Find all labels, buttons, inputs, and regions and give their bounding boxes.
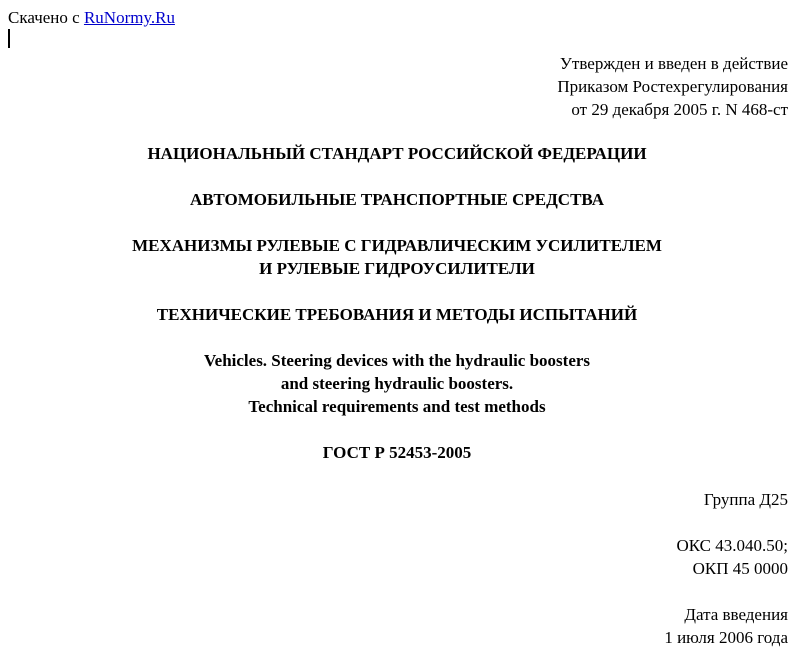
classification-codes bbox=[676, 534, 788, 580]
english-line: Vehicles. Steering devices with the hydraulic boosters bbox=[203, 351, 591, 370]
code-line: ОКП 45 0000 bbox=[692, 559, 788, 578]
group-code: Группа Д25 bbox=[703, 490, 788, 509]
approval-line: от 29 декабря 2005 г. N 468-ст bbox=[571, 100, 788, 119]
heading-line: МЕХАНИЗМЫ РУЛЕВЫЕ С ГИДРАВЛИЧЕСКИМ УСИЛИТЕЛЕМ bbox=[132, 236, 662, 255]
text-cursor bbox=[8, 29, 10, 48]
heading-line: И РУЛЕВЫЕ ГИДРОУСИЛИТЕЛИ bbox=[259, 259, 535, 278]
introduction-date bbox=[664, 603, 788, 649]
heading-national: НАЦИОНАЛЬНЫЙ СТАНДАРТ РОССИЙСКОЙ ФЕДЕРАЦИИ bbox=[147, 144, 647, 163]
heading-requirements: ТЕХНИЧЕСКИЕ ТРЕБОВАНИЯ И МЕТОДЫ ИСПЫТАНИЙ bbox=[156, 305, 638, 324]
source-prefix: Скачено с bbox=[8, 8, 84, 27]
date-line: Дата введения bbox=[684, 605, 788, 624]
source-line bbox=[8, 6, 175, 29]
heading-mechanisms bbox=[0, 234, 794, 280]
heading-english bbox=[0, 349, 794, 418]
approval-line: Утвержден и введен в действие bbox=[559, 54, 788, 73]
source-link[interactable]: RuNormy.Ru bbox=[83, 8, 175, 27]
approval-line: Приказом Ростехрегулирования bbox=[557, 77, 788, 96]
date-line: 1 июля 2006 года bbox=[664, 628, 788, 647]
heading-vehicles: АВТОМОБИЛЬНЫЕ ТРАНСПОРТНЫЕ СРЕДСТВА bbox=[190, 190, 604, 209]
gost-number: ГОСТ Р 52453-2005 bbox=[322, 443, 472, 462]
english-line: Technical requirements and test methods bbox=[248, 397, 546, 416]
english-line: and steering hydraulic boosters. bbox=[280, 374, 514, 393]
approval-block bbox=[557, 52, 788, 121]
code-line: ОКС 43.040.50; bbox=[676, 536, 788, 555]
